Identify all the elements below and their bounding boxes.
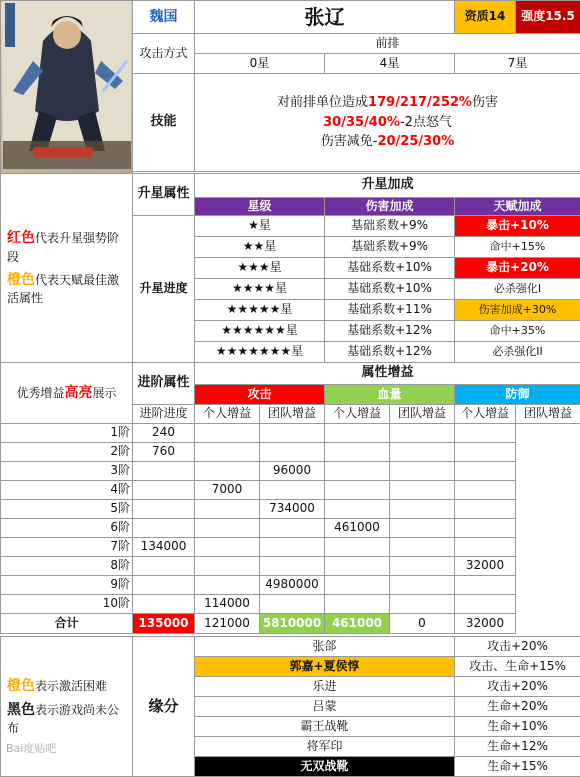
advance-row [1, 519, 580, 538]
advance-value [195, 462, 260, 481]
advance-value [325, 424, 390, 443]
advance-value [133, 519, 195, 538]
advance-value [260, 443, 325, 462]
fate-name: 将军印 [195, 737, 455, 757]
total-attack-team: 121000 [195, 614, 260, 634]
skill-description [195, 74, 580, 172]
advance-value [390, 500, 455, 519]
advance-stage: 8阶 [1, 557, 133, 576]
advance-row [1, 443, 580, 462]
team-gain-header: 团队增益 [390, 405, 455, 424]
star-row-talent: 命中+15% [455, 237, 580, 258]
col-hp: 血量 [325, 385, 455, 405]
star-row-talent: 必杀强化II [455, 342, 580, 363]
star-row-damage: 基础系数+11% [325, 300, 455, 321]
fate-effect: 生命+15% [455, 757, 580, 777]
star-progress-label: 升星进度 [133, 216, 195, 363]
total-attack-personal: 135000 [133, 614, 195, 634]
advance-value [455, 481, 516, 500]
fate-name: 吕蒙 [195, 697, 455, 717]
advance-value [455, 443, 516, 462]
advance-value [390, 424, 455, 443]
star-7-label: 7星 [455, 54, 580, 74]
advance-value [325, 595, 390, 614]
total-hp-team: 461000 [325, 614, 390, 634]
advance-value [260, 557, 325, 576]
advance-value: 760 [133, 443, 195, 462]
star-bonus-title: 升星加成 [195, 174, 580, 198]
fate-effect: 攻击+20% [455, 637, 580, 657]
advance-value [325, 538, 390, 557]
advance-value [455, 576, 516, 595]
advance-value [390, 557, 455, 576]
col-talent-bonus: 天赋加成 [455, 198, 580, 216]
total-def-team: 32000 [455, 614, 516, 634]
star-row-level: ★★★★星 [195, 279, 325, 300]
team-gain-header: 团队增益 [260, 405, 325, 424]
advance-value [325, 443, 390, 462]
advance-row [1, 481, 580, 500]
advance-stage: 9阶 [1, 576, 133, 595]
total-hp-personal: 5810000 [260, 614, 325, 634]
col-defense: 防御 [455, 385, 580, 405]
attack-mode-value: 前排 [195, 34, 580, 54]
advance-stage: 1阶 [1, 424, 133, 443]
fate-label: 缘分 [133, 637, 195, 777]
fate-legend: 橙色表示激活困难 黑色表示游戏尚未公布 Bai度贴吧 [1, 637, 133, 777]
star-row-damage: 基础系数+9% [325, 237, 455, 258]
star-0-label: 0星 [195, 54, 325, 74]
advance-value [455, 500, 516, 519]
skill-line-3: 伤害减免-20/25/30% [197, 132, 578, 152]
advance-value [133, 500, 195, 519]
skill-line-1: 对前排单位造成179/217/252%伤害 [197, 93, 578, 113]
star-row-damage: 基础系数+12% [325, 321, 455, 342]
advance-value [260, 538, 325, 557]
aptitude-badge: 资质14 [455, 1, 516, 34]
hero-portrait [1, 1, 133, 174]
star-legend: 红色代表升星强势阶段 橙色代表天赋最佳激活属性 [1, 174, 133, 363]
star-row-talent: 暴击+10% [455, 216, 580, 237]
star-row-damage: 基础系数+9% [325, 216, 455, 237]
advance-stage: 6阶 [1, 519, 133, 538]
star-row-talent: 命中+35% [455, 321, 580, 342]
advance-value [195, 443, 260, 462]
advance-value [455, 424, 516, 443]
advance-value [195, 576, 260, 595]
team-gain-header: 团队增益 [516, 405, 580, 424]
advance-value [390, 576, 455, 595]
advance-value: 134000 [133, 538, 195, 557]
fate-effect: 攻击+20% [455, 677, 580, 697]
col-star-level: 星级 [195, 198, 325, 216]
star-row-level: ★★★★★星 [195, 300, 325, 321]
advance-value [325, 557, 390, 576]
advance-value [390, 443, 455, 462]
hero-portrait-image [3, 1, 131, 169]
kingdom-label: 魏国 [133, 1, 195, 34]
advance-stage: 2阶 [1, 443, 133, 462]
advance-value [325, 462, 390, 481]
advance-value [260, 519, 325, 538]
advance-value [390, 519, 455, 538]
advance-value [195, 500, 260, 519]
advance-value [133, 595, 195, 614]
advance-value [260, 595, 325, 614]
advance-value: 96000 [260, 462, 325, 481]
skill-label: 技能 [133, 74, 195, 172]
advance-row [1, 595, 580, 614]
skill-line-2: 30/35/40%-2点怒气 [197, 113, 578, 133]
advance-value [325, 500, 390, 519]
advance-value: 734000 [260, 500, 325, 519]
advance-value [325, 481, 390, 500]
advance-attr-label: 进阶属性 [133, 363, 195, 405]
fate-effect: 生命+10% [455, 717, 580, 737]
fate-effect: 生命+12% [455, 737, 580, 757]
fate-effect: 攻击、生命+15% [455, 657, 580, 677]
star-row-talent: 伤害加成+30% [455, 300, 580, 321]
fate-name: 乐进 [195, 677, 455, 697]
col-damage-bonus: 伤害加成 [325, 198, 455, 216]
advance-value [195, 519, 260, 538]
advance-value [133, 462, 195, 481]
star-row-damage: 基础系数+10% [325, 258, 455, 279]
advance-value: 240 [133, 424, 195, 443]
personal-gain-header: 个人增益 [325, 405, 390, 424]
fate-name: 霸王战靴 [195, 717, 455, 737]
advance-value [260, 424, 325, 443]
advance-row [1, 500, 580, 519]
star-row-talent: 必杀强化I [455, 279, 580, 300]
advance-value [260, 481, 325, 500]
fate-name: 无双战靴 [195, 757, 455, 777]
fate-name: 郭嘉+夏侯惇 [195, 657, 455, 677]
total-label: 合计 [1, 614, 133, 634]
advance-value [390, 538, 455, 557]
advance-row [1, 424, 580, 443]
advance-value [455, 595, 516, 614]
advance-value [455, 519, 516, 538]
advance-stage: 5阶 [1, 500, 133, 519]
advance-value: 32000 [455, 557, 516, 576]
baidu-watermark: Bai度贴吧 [6, 741, 56, 757]
star-row-level: ★★★★★★★星 [195, 342, 325, 363]
fate-effect: 生命+20% [455, 697, 580, 717]
star-row-level: ★★★星 [195, 258, 325, 279]
star-row-level: ★★星 [195, 237, 325, 258]
star-row-talent: 暴击+20% [455, 258, 580, 279]
star-row-level: ★星 [195, 216, 325, 237]
advance-value [195, 557, 260, 576]
advance-value [390, 595, 455, 614]
star-4-label: 4星 [325, 54, 455, 74]
advance-value [325, 576, 390, 595]
highlight-legend: 优秀增益高亮展示 [1, 363, 133, 424]
advance-stage: 7阶 [1, 538, 133, 557]
advance-value [133, 481, 195, 500]
advance-value [455, 462, 516, 481]
strength-badge: 强度15.5 [516, 1, 580, 34]
personal-gain-header: 个人增益 [195, 405, 260, 424]
advance-value: 114000 [195, 595, 260, 614]
attack-mode-label: 攻击方式 [133, 34, 195, 74]
advance-value [133, 576, 195, 595]
advance-value: 4980000 [260, 576, 325, 595]
total-def-personal: 0 [390, 614, 455, 634]
advance-value [133, 557, 195, 576]
advance-progress-label: 进阶进度 [133, 405, 195, 424]
advance-value: 7000 [195, 481, 260, 500]
advance-stage: 4阶 [1, 481, 133, 500]
advance-value [390, 462, 455, 481]
advance-value: 461000 [325, 519, 390, 538]
star-row-damage: 基础系数+12% [325, 342, 455, 363]
advance-value [195, 538, 260, 557]
star-attr-label: 升星属性 [133, 174, 195, 216]
fate-name: 张郃 [195, 637, 455, 657]
advance-value [455, 538, 516, 557]
star-row-damage: 基础系数+10% [325, 279, 455, 300]
advance-stage: 3阶 [1, 462, 133, 481]
advance-stage: 10阶 [1, 595, 133, 614]
advance-value [195, 424, 260, 443]
attr-gain-title: 属性增益 [195, 363, 580, 385]
advance-row [1, 462, 580, 481]
personal-gain-header: 个人增益 [455, 405, 516, 424]
hero-name: 张辽 [195, 1, 455, 34]
advance-row [1, 557, 580, 576]
star-row-level: ★★★★★★星 [195, 321, 325, 342]
col-attack: 攻击 [195, 385, 325, 405]
advance-value [390, 481, 455, 500]
advance-row [1, 576, 580, 595]
advance-row [1, 538, 580, 557]
